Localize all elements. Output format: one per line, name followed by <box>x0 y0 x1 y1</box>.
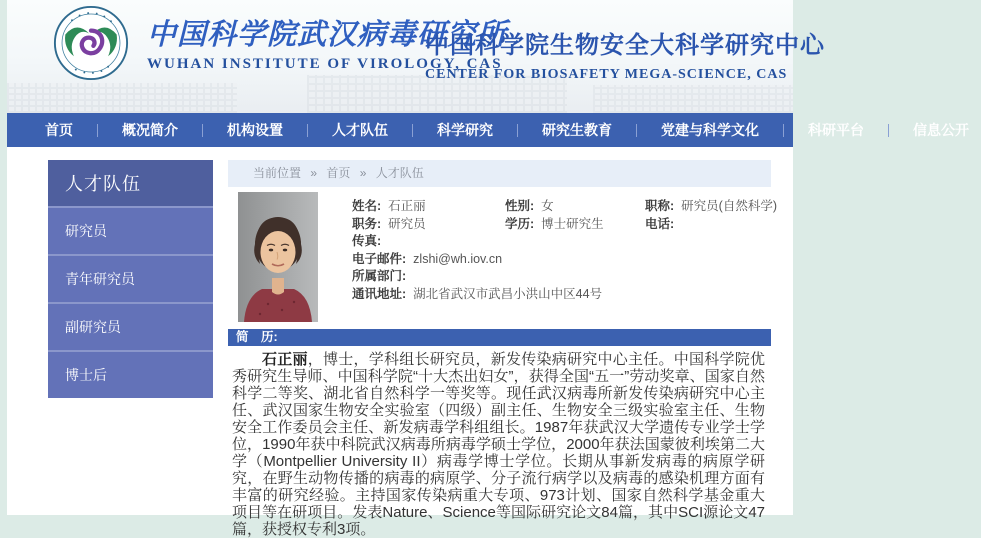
nav-item-graduate-education[interactable]: 研究生教育 <box>505 120 624 140</box>
profile-row: 电子邮件: zlshi@wh.iov.cn <box>352 251 503 266</box>
breadcrumb-link-talent[interactable]: 人才队伍 <box>375 166 424 180</box>
sidebar-item-researchers[interactable]: 研究员 <box>48 206 213 254</box>
nav-item-party-culture[interactable]: 党建与科学文化 <box>624 120 771 140</box>
main-navigation <box>7 113 969 147</box>
nav-item-platforms[interactable]: 科研平台 <box>771 120 876 140</box>
center-title-en: CENTER FOR BIOSAFETY MEGA-SCIENCE, CAS <box>425 67 788 82</box>
center-title-cn: 中国科学院生物安全大科学研究中心 <box>425 32 825 59</box>
breadcrumb-separator: » <box>359 166 367 180</box>
site-header <box>7 0 825 113</box>
field-gender-value: 女 <box>541 199 554 213</box>
nav-item-overview[interactable]: 概况简介 <box>85 120 190 140</box>
nav-item-information[interactable]: 信息公开 <box>876 120 981 140</box>
nav-item-talent[interactable]: 人才队伍 <box>295 120 400 140</box>
field-title-value: 研究员(自然科学) <box>681 199 777 213</box>
header-building-watermark <box>7 83 237 113</box>
page-container <box>7 0 969 538</box>
field-email-value[interactable]: zlshi@wh.iov.cn <box>413 251 503 266</box>
header-building-watermark <box>593 85 793 113</box>
profile-row: 姓名: 石正丽 性别: 女 职称: 研究员(自然科学) <box>352 199 777 213</box>
sidebar-menu <box>48 160 213 398</box>
resume-biography <box>228 351 771 538</box>
sidebar-title: 人才队伍 <box>48 160 213 206</box>
biography-paragraph <box>232 351 765 538</box>
nav-item-research[interactable]: 科学研究 <box>400 120 505 140</box>
field-address-value: 湖北省武汉市武昌小洪山中区44号 <box>413 286 603 301</box>
field-name-value: 石正丽 <box>388 199 426 213</box>
profile-photo <box>238 192 318 322</box>
breadcrumb-separator: » <box>310 166 318 180</box>
profile-row: 通讯地址: 湖北省武汉市武昌小洪山中区44号 <box>352 286 603 301</box>
institute-title-en: WUHAN INSTITUTE OF VIROLOGY, CAS <box>147 56 503 72</box>
breadcrumb-link-home[interactable]: 首页 <box>326 166 351 180</box>
center-title-block <box>425 25 825 83</box>
profile-row: 职务: 研究员 学历: 博士研究生 电话: <box>352 216 675 231</box>
content-area <box>228 160 777 538</box>
institute-logo-icon <box>53 5 129 81</box>
profile-row: 传真: <box>352 234 382 248</box>
sidebar-item-postdocs[interactable]: 博士后 <box>48 350 213 398</box>
breadcrumb-prefix: 当前位置 <box>253 166 302 180</box>
main-area <box>7 147 793 538</box>
institute-title-cn: 中国科学院武汉病毒研究所 <box>147 17 508 51</box>
sidebar-item-associate-researchers[interactable]: 副研究员 <box>48 302 213 350</box>
biography-text: ，博士，学科组长研究员，新发传染病研究中心主任。中国科学院优秀研究生导师、中国科学院“十大杰出妇女”，获得全国“五一”劳动奖章、国家自然科学二等奖、湖北省自然科学一等奖等。现任武汉病毒所新发传染病研究中心主任、武汉国家生物安全实验室（四级）副主任、生物安全三级实验室主任、生物安全工作委员会主任、新发病毒学科组组长。1987年获武汉大学遗传专业学士学位，1990年获中科院武汉病毒所病毒学硕士学位，2000年获法国蒙彼利埃第二大学（Montpellier University II）病毒学博士学位。长期从事新发病毒的病原学研究，在野生动物传播的病毒的病原学、分子流行病学以及病毒的感染机理方面有丰富的研究经验。主持国家传染病重大专项、973计划、国家自然科学基金重大项目等在研项目。发表Nature、Science等国际研究论文84篇，其中SCI源论文47篇，获授权专利3项。 <box>232 351 765 538</box>
nav-item-organization[interactable]: 机构设置 <box>190 120 295 140</box>
field-position-value: 研究员 <box>388 216 426 231</box>
profile-row: 所属部门: <box>352 269 407 283</box>
resume-section-header: 简 历: <box>228 329 771 346</box>
profile-section <box>228 192 777 322</box>
nav-item-home[interactable]: 首页 <box>45 122 73 138</box>
profile-fields <box>352 192 777 303</box>
biography-name: 石正丽 <box>262 351 308 368</box>
field-education-value: 博士研究生 <box>541 216 604 231</box>
sidebar-item-young-researchers[interactable]: 青年研究员 <box>48 254 213 302</box>
breadcrumb <box>228 160 771 187</box>
